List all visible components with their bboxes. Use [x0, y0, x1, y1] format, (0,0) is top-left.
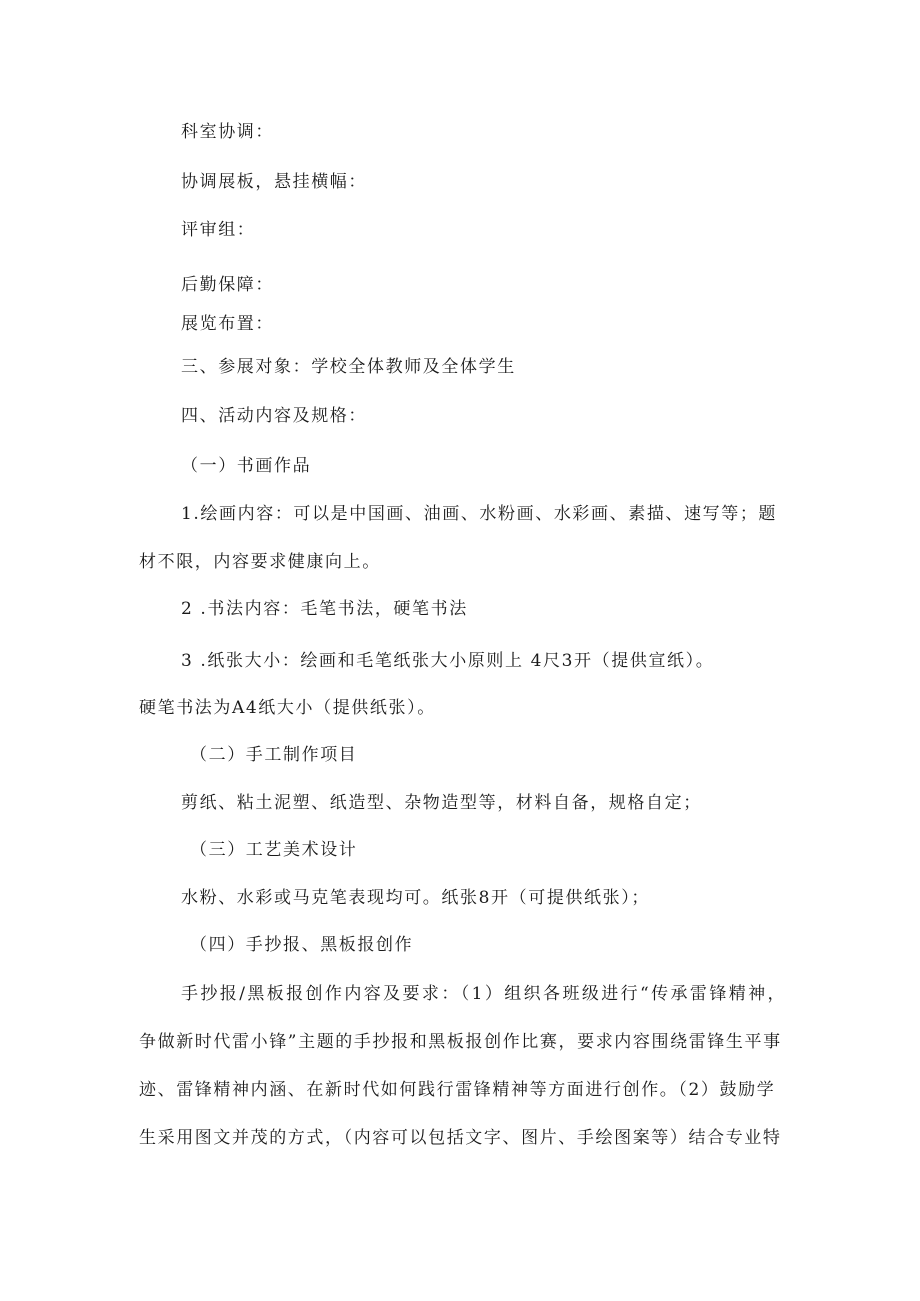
text-line: 2 .书法内容：毛笔书法，硬笔书法 [181, 599, 468, 619]
section-heading: （四）手抄报、黑板报创作 [190, 935, 414, 955]
text-line: 三、参展对象：学校全体教师及全体学生 [181, 357, 516, 377]
text-line: 手抄报/黑板报创作内容及要求：（1）组织各班级进行“传承雷锋精神， [181, 984, 787, 1004]
text-line: 材不限，内容要求健康向上。 [139, 552, 381, 572]
text-line: 硬笔书法为A4纸大小（提供纸张）。 [139, 698, 436, 718]
text-line: 生采用图文并茂的方式，（内容可以包括文字、图片、手绘图案等）结合专业特 [139, 1128, 782, 1148]
text-line: 科室协调： [181, 122, 274, 142]
text-line: 1.绘画内容：可以是中国画、油画、水粉画、水彩画、素描、速写等；题 [181, 504, 778, 524]
text-line: 水粉、水彩或马克笔表现均可。纸张8开（可提供纸张）； [181, 888, 650, 908]
text-line: 后勤保障： [181, 275, 274, 295]
text-line: 3 .纸张大小：绘画和毛笔纸张大小原则上 4尺3开（提供宣纸）。 [181, 651, 715, 671]
text-line: 协调展板，悬挂横幅： [181, 172, 367, 192]
text-line: 四、活动内容及规格： [181, 406, 367, 426]
section-heading: （二）手工制作项目 [190, 745, 358, 765]
section-heading: （一）书画作品 [181, 456, 312, 476]
text-line: 争做新时代雷小锋”主题的手抄报和黑板报创作比赛，要求内容围绕雷锋生平事 [139, 1032, 782, 1052]
text-line: 剪纸、粘土泥塑、纸造型、杂物造型等，材料自备，规格自定； [181, 793, 702, 813]
text-line: 展览布置： [181, 314, 274, 334]
text-line: 迹、雷锋精神内涵、在新时代如何践行雷锋精神等方面进行创作。（2）鼓励学 [139, 1080, 776, 1100]
text-line: 评审组： [181, 220, 256, 240]
section-heading: （三）工艺美术设计 [190, 840, 358, 860]
